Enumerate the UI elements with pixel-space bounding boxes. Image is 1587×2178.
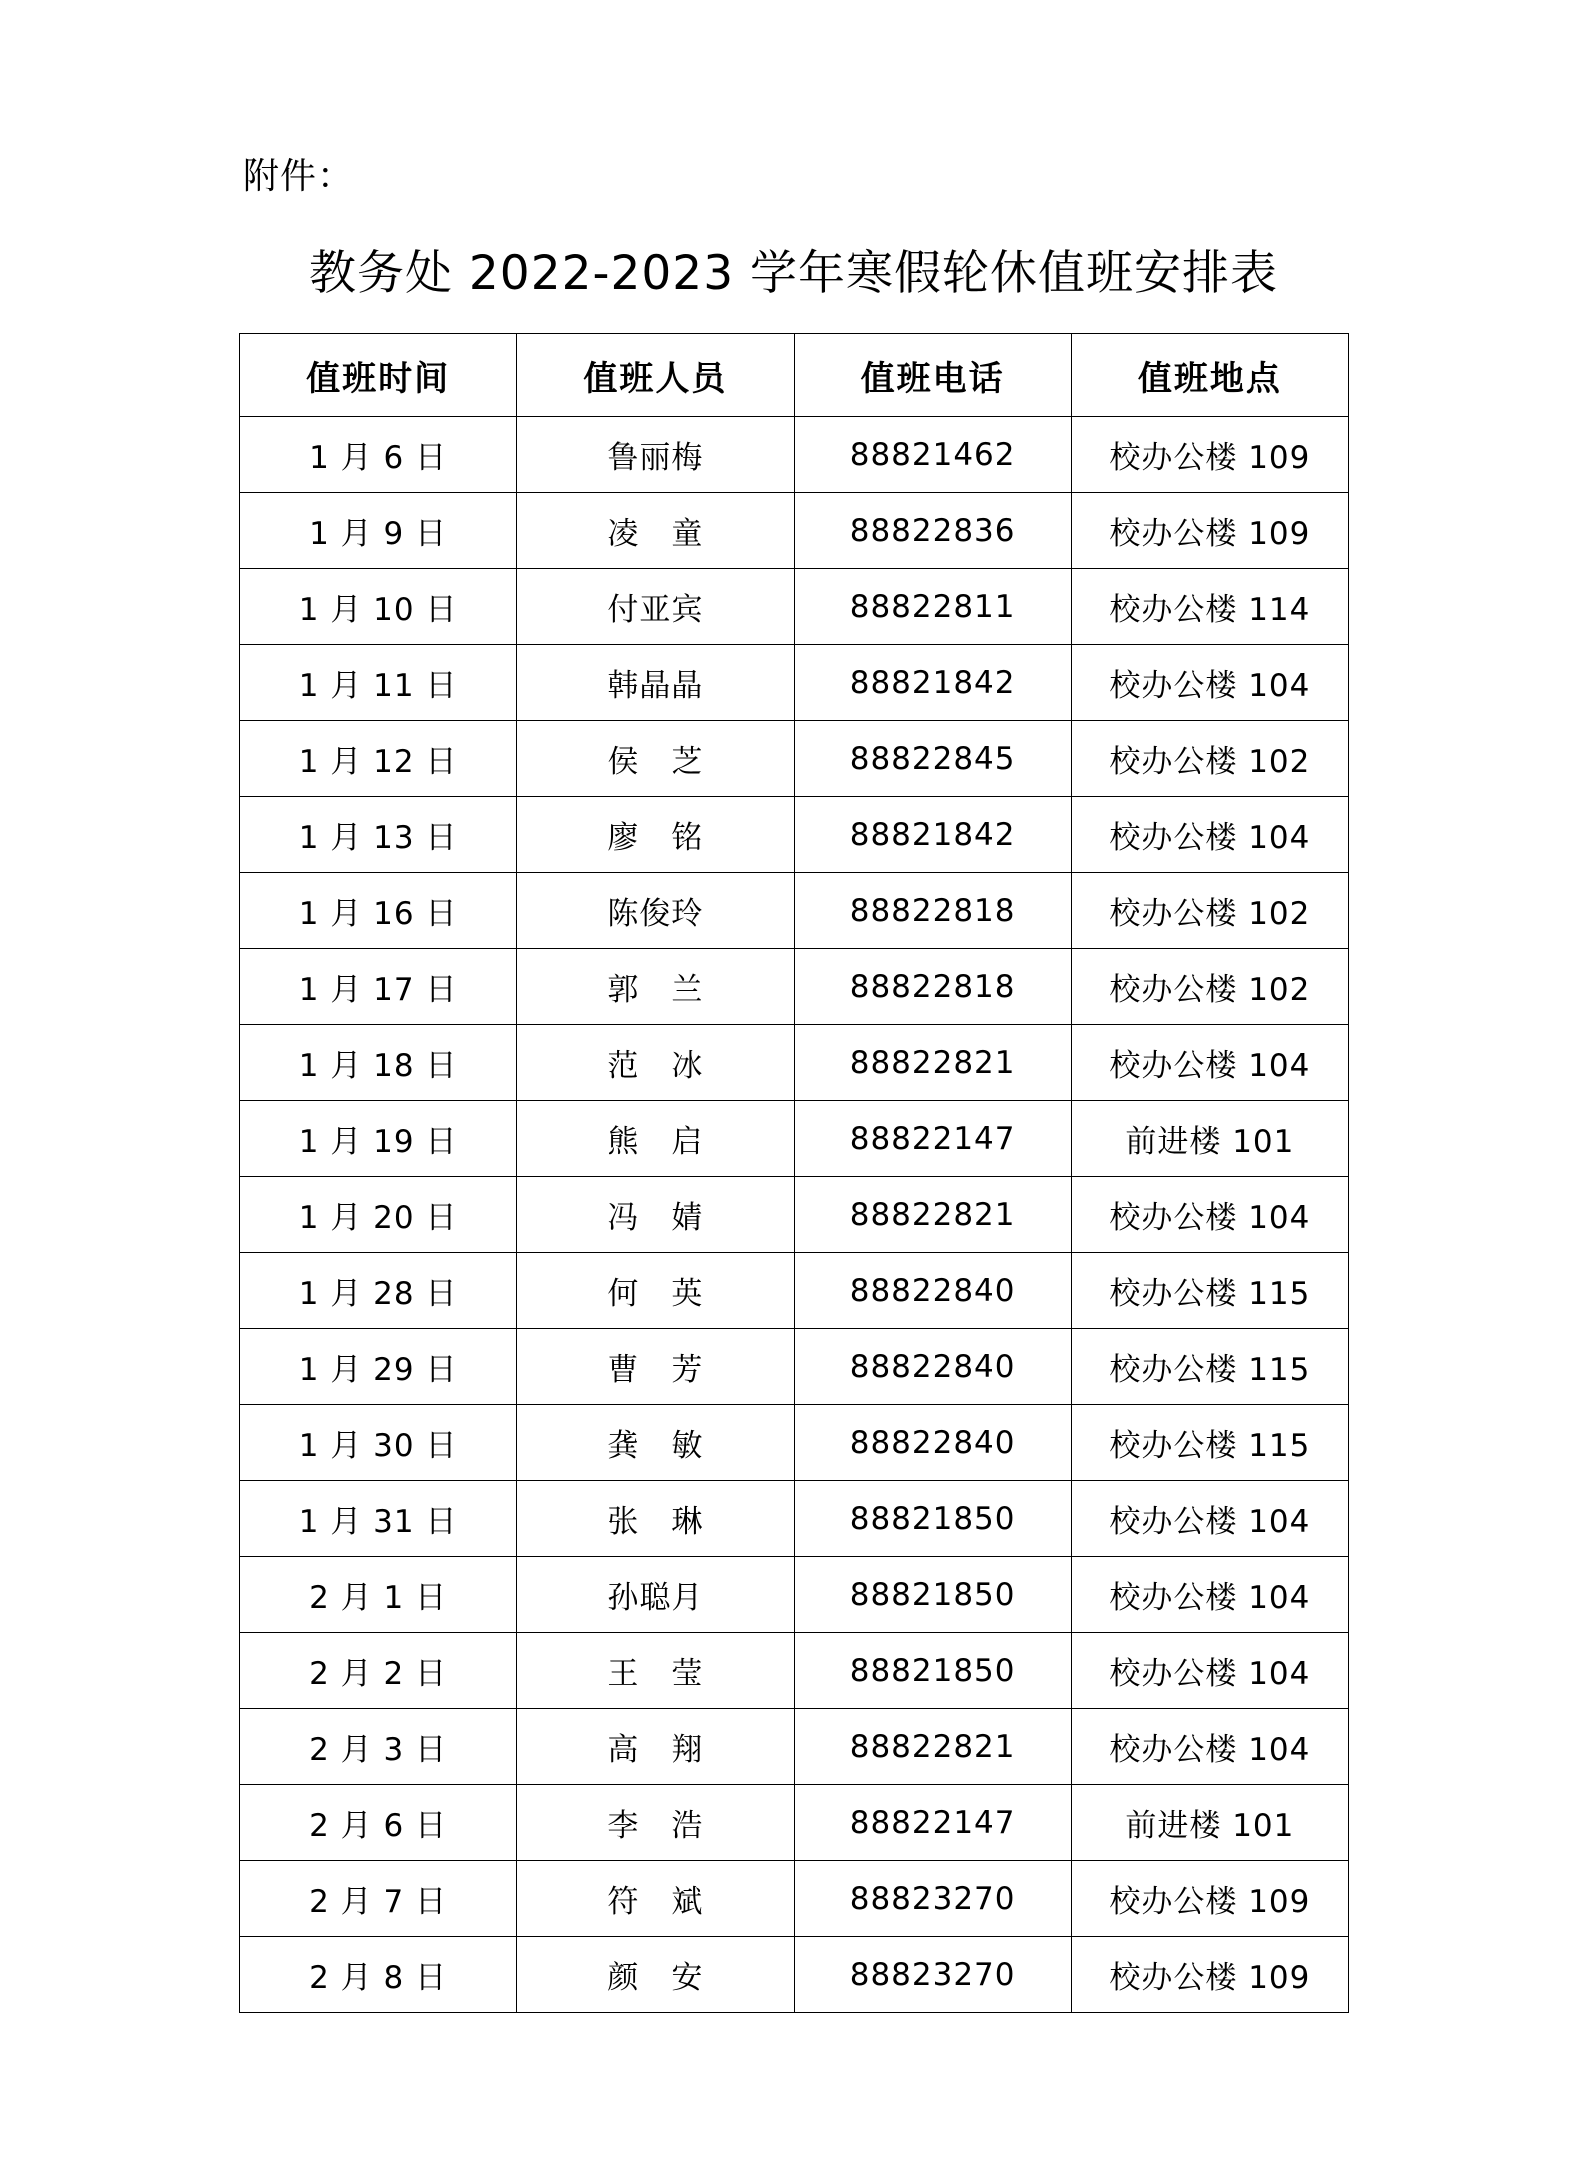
cell-location: 校办公楼 104 xyxy=(1071,1481,1348,1557)
cell-person: 廖 铭 xyxy=(517,797,794,873)
cell-date: 2 月 6 日 xyxy=(240,1785,517,1861)
cell-date: 1 月 12 日 xyxy=(240,721,517,797)
cell-location: 校办公楼 109 xyxy=(1071,1937,1348,2013)
cell-phone: 88822811 xyxy=(794,569,1071,645)
cell-person: 颜 安 xyxy=(517,1937,794,2013)
table-row xyxy=(240,1405,1349,1481)
table-header xyxy=(240,334,1349,417)
cell-location: 校办公楼 104 xyxy=(1071,1557,1348,1633)
table-row xyxy=(240,1253,1349,1329)
header-row xyxy=(240,334,1349,417)
cell-phone: 88822147 xyxy=(794,1785,1071,1861)
table-row xyxy=(240,1329,1349,1405)
cell-phone: 88822818 xyxy=(794,873,1071,949)
cell-phone: 88822821 xyxy=(794,1177,1071,1253)
cell-location: 校办公楼 102 xyxy=(1071,873,1348,949)
cell-person: 孙聪月 xyxy=(517,1557,794,1633)
cell-person: 何 英 xyxy=(517,1253,794,1329)
cell-person: 冯 婧 xyxy=(517,1177,794,1253)
cell-person: 郭 兰 xyxy=(517,949,794,1025)
cell-date: 2 月 1 日 xyxy=(240,1557,517,1633)
cell-person: 龚 敏 xyxy=(517,1405,794,1481)
cell-date: 2 月 2 日 xyxy=(240,1633,517,1709)
cell-location: 校办公楼 109 xyxy=(1071,1861,1348,1937)
table-row xyxy=(240,1785,1349,1861)
cell-date: 1 月 29 日 xyxy=(240,1329,517,1405)
cell-date: 2 月 3 日 xyxy=(240,1709,517,1785)
column-header-person: 值班人员 xyxy=(517,334,794,417)
cell-person: 曹 芳 xyxy=(517,1329,794,1405)
cell-location: 校办公楼 115 xyxy=(1071,1329,1348,1405)
cell-date: 1 月 11 日 xyxy=(240,645,517,721)
table-row xyxy=(240,721,1349,797)
cell-date: 1 月 18 日 xyxy=(240,1025,517,1101)
table-body xyxy=(240,417,1349,2013)
cell-location: 校办公楼 104 xyxy=(1071,1709,1348,1785)
cell-location: 校办公楼 114 xyxy=(1071,569,1348,645)
table-row xyxy=(240,1101,1349,1177)
cell-person: 陈俊玲 xyxy=(517,873,794,949)
column-header-location: 值班地点 xyxy=(1071,334,1348,417)
table-row xyxy=(240,417,1349,493)
cell-phone: 88821850 xyxy=(794,1633,1071,1709)
cell-person: 熊 启 xyxy=(517,1101,794,1177)
cell-phone: 88822840 xyxy=(794,1329,1071,1405)
cell-phone: 88823270 xyxy=(794,1937,1071,2013)
table-row xyxy=(240,1861,1349,1937)
cell-location: 校办公楼 109 xyxy=(1071,493,1348,569)
column-header-date: 值班时间 xyxy=(240,334,517,417)
cell-phone: 88821842 xyxy=(794,645,1071,721)
cell-phone: 88822840 xyxy=(794,1253,1071,1329)
cell-location: 校办公楼 109 xyxy=(1071,417,1348,493)
cell-date: 2 月 8 日 xyxy=(240,1937,517,2013)
cell-phone: 88821850 xyxy=(794,1481,1071,1557)
cell-phone: 88823270 xyxy=(794,1861,1071,1937)
cell-date: 1 月 9 日 xyxy=(240,493,517,569)
cell-location: 校办公楼 102 xyxy=(1071,949,1348,1025)
cell-location: 校办公楼 115 xyxy=(1071,1405,1348,1481)
cell-date: 1 月 30 日 xyxy=(240,1405,517,1481)
table-row xyxy=(240,797,1349,873)
cell-date: 1 月 16 日 xyxy=(240,873,517,949)
cell-date: 1 月 28 日 xyxy=(240,1253,517,1329)
cell-person: 高 翔 xyxy=(517,1709,794,1785)
cell-location: 校办公楼 104 xyxy=(1071,1633,1348,1709)
cell-location: 校办公楼 102 xyxy=(1071,721,1348,797)
table-row xyxy=(240,1025,1349,1101)
page-title: 教务处 2022-2023 学年寒假轮休值班安排表 xyxy=(308,246,1279,301)
cell-date: 1 月 6 日 xyxy=(240,417,517,493)
attachment-label: 附件： xyxy=(243,156,355,197)
cell-location: 校办公楼 104 xyxy=(1071,1025,1348,1101)
cell-phone: 88822836 xyxy=(794,493,1071,569)
cell-phone: 88822821 xyxy=(794,1709,1071,1785)
table-row xyxy=(240,1937,1349,2013)
cell-phone: 88822845 xyxy=(794,721,1071,797)
cell-person: 符 斌 xyxy=(517,1861,794,1937)
cell-person: 凌 童 xyxy=(517,493,794,569)
table-row xyxy=(240,1481,1349,1557)
cell-phone: 88822821 xyxy=(794,1025,1071,1101)
cell-person: 李 浩 xyxy=(517,1785,794,1861)
table-row xyxy=(240,1633,1349,1709)
cell-person: 韩晶晶 xyxy=(517,645,794,721)
cell-date: 1 月 19 日 xyxy=(240,1101,517,1177)
table-row xyxy=(240,1177,1349,1253)
cell-date: 1 月 20 日 xyxy=(240,1177,517,1253)
cell-person: 张 琳 xyxy=(517,1481,794,1557)
cell-date: 1 月 31 日 xyxy=(240,1481,517,1557)
cell-phone: 88822840 xyxy=(794,1405,1071,1481)
cell-phone: 88822147 xyxy=(794,1101,1071,1177)
table-row xyxy=(240,569,1349,645)
table-row xyxy=(240,1709,1349,1785)
cell-person: 王 莹 xyxy=(517,1633,794,1709)
cell-person: 鲁丽梅 xyxy=(517,417,794,493)
cell-date: 1 月 17 日 xyxy=(240,949,517,1025)
cell-location: 校办公楼 115 xyxy=(1071,1253,1348,1329)
table-row xyxy=(240,645,1349,721)
column-header-phone: 值班电话 xyxy=(794,334,1071,417)
table-row xyxy=(240,1557,1349,1633)
cell-location: 校办公楼 104 xyxy=(1071,645,1348,721)
cell-person: 范 冰 xyxy=(517,1025,794,1101)
cell-phone: 88821850 xyxy=(794,1557,1071,1633)
cell-date: 2 月 7 日 xyxy=(240,1861,517,1937)
cell-phone: 88822818 xyxy=(794,949,1071,1025)
duty-schedule-table xyxy=(239,333,1349,2013)
cell-phone: 88821842 xyxy=(794,797,1071,873)
table-row xyxy=(240,873,1349,949)
cell-location: 前进楼 101 xyxy=(1071,1101,1348,1177)
cell-person: 付亚宾 xyxy=(517,569,794,645)
cell-date: 1 月 13 日 xyxy=(240,797,517,873)
cell-phone: 88821462 xyxy=(794,417,1071,493)
cell-location: 校办公楼 104 xyxy=(1071,797,1348,873)
cell-location: 前进楼 101 xyxy=(1071,1785,1348,1861)
cell-date: 1 月 10 日 xyxy=(240,569,517,645)
table-row xyxy=(240,949,1349,1025)
cell-person: 侯 芝 xyxy=(517,721,794,797)
table-row xyxy=(240,493,1349,569)
cell-location: 校办公楼 104 xyxy=(1071,1177,1348,1253)
